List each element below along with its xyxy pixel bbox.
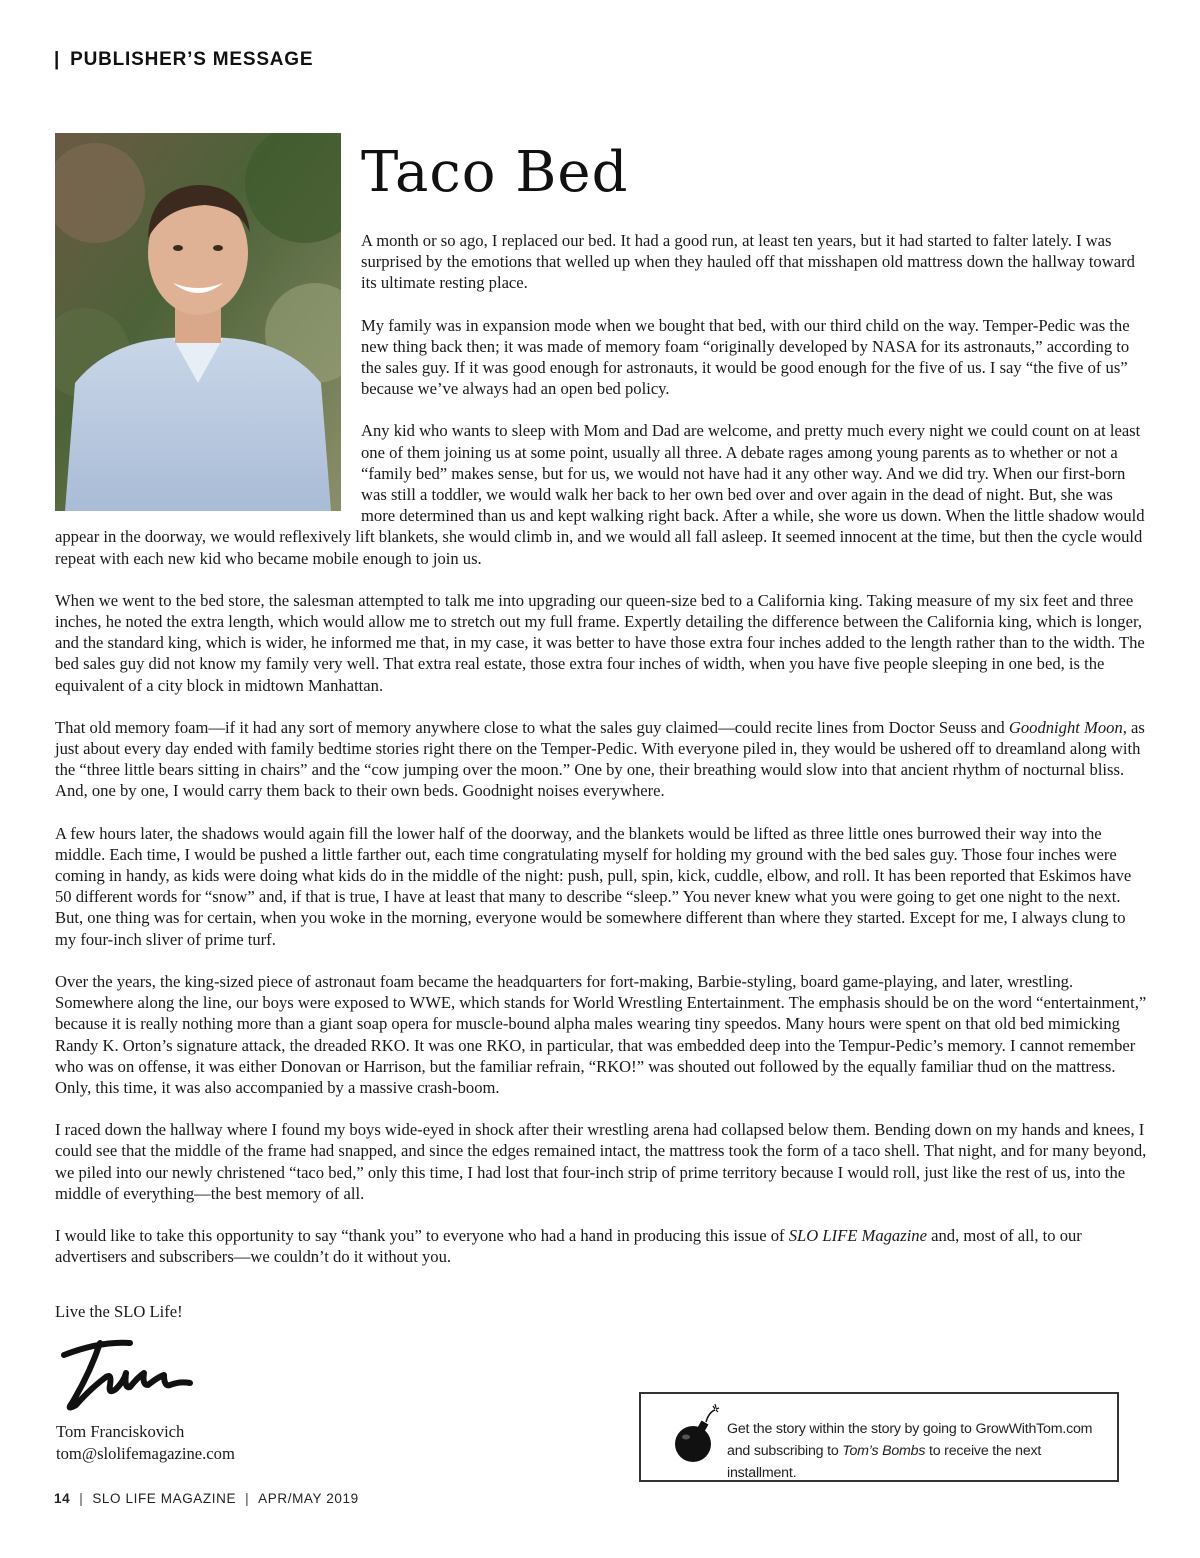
article-paragraph: When we went to the bed store, the salesman attempted to talk me into upgrading our queen-size bed to a California king. Taking measure of my six feet and three inches, he noted the extra length, which would allow me to stretch out my full frame. Expertly detailing the difference between the California king, which is longer, and the standard king, which is wider, he informed me that, in my case, it was better to have those extra four inches added to the length rather than to the width. The bed sales guy did not know my family very well. That extra real estate, those extra four inches of width, when you have five people sleeping in one bed, is the equivalent of a city block in midtown Manhattan.	[55, 590, 1145, 695]
magazine-title: SLO LIFE Magazine	[788, 1225, 927, 1245]
article-paragraph: I raced down the hallway where I found my boys wide-eyed in shock after their wrestling arena had collapsed below them. Bending down on my hands and knees, I could see that the middle of the frame had snapped, and since the edges remained intact, the mattress took the form of a taco shell. That night, and for many beyond, we piled into our newly christened “taco bed,” only this time, I had lost that four-inch strip of prime territory because I would roll, just like the rest of us, into the middle of everything—the best memory of all.	[55, 1120, 1147, 1203]
footer-separator: |	[79, 1491, 84, 1506]
article-paragraph: That old memory foam—if it had any sort of memory anywhere close to what the sales guy claimed—could recite lines from Doctor Seuss and Goodnight Moon, as just about every day ended with family bedtime stories right there on the Temper-Pedic. With everyone piled in, they would be ushered off to dreamland along with the “three little bears sitting in chairs” and the “cow jumping over the moon.” One by one, their breathing would slow into that ancient rhythm of nocturnal bliss. And, one by one, I would carry them back to their own beds. Goodnight noises everywhere.	[55, 717, 1145, 801]
promo-box	[639, 1392, 1119, 1482]
issue-date: APR/MAY 2019	[258, 1491, 359, 1506]
page-footer	[54, 1491, 359, 1506]
section-title: PUBLISHER’S MESSAGE	[70, 49, 314, 70]
newsletter-name: Tom’s Bombs	[842, 1443, 926, 1459]
magazine-name: SLO LIFE MAGAZINE	[92, 1491, 237, 1506]
book-title: Goodnight Moon	[1008, 717, 1123, 737]
article-body	[55, 230, 1147, 1288]
article-paragraph: Any kid who wants to sleep with Mom and Dad are welcome, and pretty much every night we could count on at least one of them joining us at some point, usually all three. A debate rages among young parents as to whether or not a “family bed” makes sense, but for us, we would not have had it any other way. And we did try. When our first-born was still a toddler, we would walk her back to her own bed over and over again in the dead of night. But, she was more determined than us and kept walking right back. After a while, she wore us down. When the little shadow would appear in the doorway, we would reflexively lift blankets, she would climb in, and we would all fall asleep. It seemed innocent at the time, but then the cycle would repeat with each new kid who became mobile enough to join us.	[55, 421, 1145, 568]
promo-text: Get the story within the story by going to GrowWithTom.com and subscribing to Tom’s Bombs to receive the next installment.	[727, 1421, 1093, 1481]
article-paragraph: My family was in expansion mode when we bought that bed, with our third child on the way. Temper-Pedic was the new thing back then; it was made of memory foam “originally developed by NASA for its astronauts,” according to the sales guy. If it was good enough for astronauts, it would be good enough for the five of us. I say “the five of us” because we’ve always had an open bed policy.	[361, 315, 1130, 399]
article-paragraph: A month or so ago, I replaced our bed. It had a good run, at least ten years, but it had started to falter lately. I was surprised by the emotions that welled up when they hauled off that misshapen old mattress down the hallway toward its ultimate resting place.	[361, 231, 1135, 293]
section-label	[54, 49, 313, 71]
author-email: tom@slolifemagazine.com	[56, 1444, 235, 1463]
closing-line: Live the SLO Life!	[55, 1302, 183, 1321]
page-number: 14	[54, 1491, 71, 1506]
section-bar: |	[54, 49, 61, 70]
article-paragraph: A few hours later, the shadows would again fill the lower half of the doorway, and the blankets would be lifted as three little ones burrowed their way into the middle. Each time, I would be pushed a little farther out, each time congratulating myself for holding my ground with the bed sales guy. Those four inches were coming in handy, as kids were doing what kids do in the middle of the night: push, pull, spin, kick, cuddle, elbow, and roll. It has been reported that Eskimos have 50 different words for “snow” and, if that is true, I have at least that many to describe “sleep.” You never knew what you were going to get one night to the next. But, one thing was for certain, when you woke in the morning, everyone would be somewhere different than where they started. Except for me, I always clung to my four-inch sliver of prime turf.	[55, 823, 1132, 949]
signature	[60, 1333, 200, 1413]
bomb-icon	[673, 1402, 721, 1466]
article-paragraph: I would like to take this opportunity to say “thank you” to everyone who had a hand in producing this issue of SLO LIFE Magazine and, most of all, to our advertisers and subscribers—we couldn’t do it without you.	[55, 1225, 1082, 1267]
footer-separator: |	[245, 1491, 250, 1506]
photo-wrap-spacer	[55, 230, 361, 515]
article-paragraph: Over the years, the king-sized piece of astronaut foam became the headquarters for fort-making, Barbie-styling, board game-playing, and later, wrestling. Somewhere along the line, our boys were exposed to WWE, which stands for World Wrestling Entertainment. The emphasis should be on the word “entertainment,” because it is really nothing more than a giant soap opera for muscle-bound alpha males wearing tiny speedos. Many hours were spent on that old bed mimicking Randy K. Orton’s signature attack, the dreaded RKO. It was one RKO, in particular, that was embedded deep into the Tempur-Pedic’s memory. I cannot remember who was on offense, it was either Donovan or Harrison, but the familiar refrain, “RKO!” was shouted out followed by the equally familiar thud on the mattress. Only, this time, it was also accompanied by a massive crash-boom.	[55, 971, 1147, 1097]
author-name: Tom Franciskovich	[56, 1422, 185, 1441]
article-title: Taco Bed	[361, 140, 629, 205]
